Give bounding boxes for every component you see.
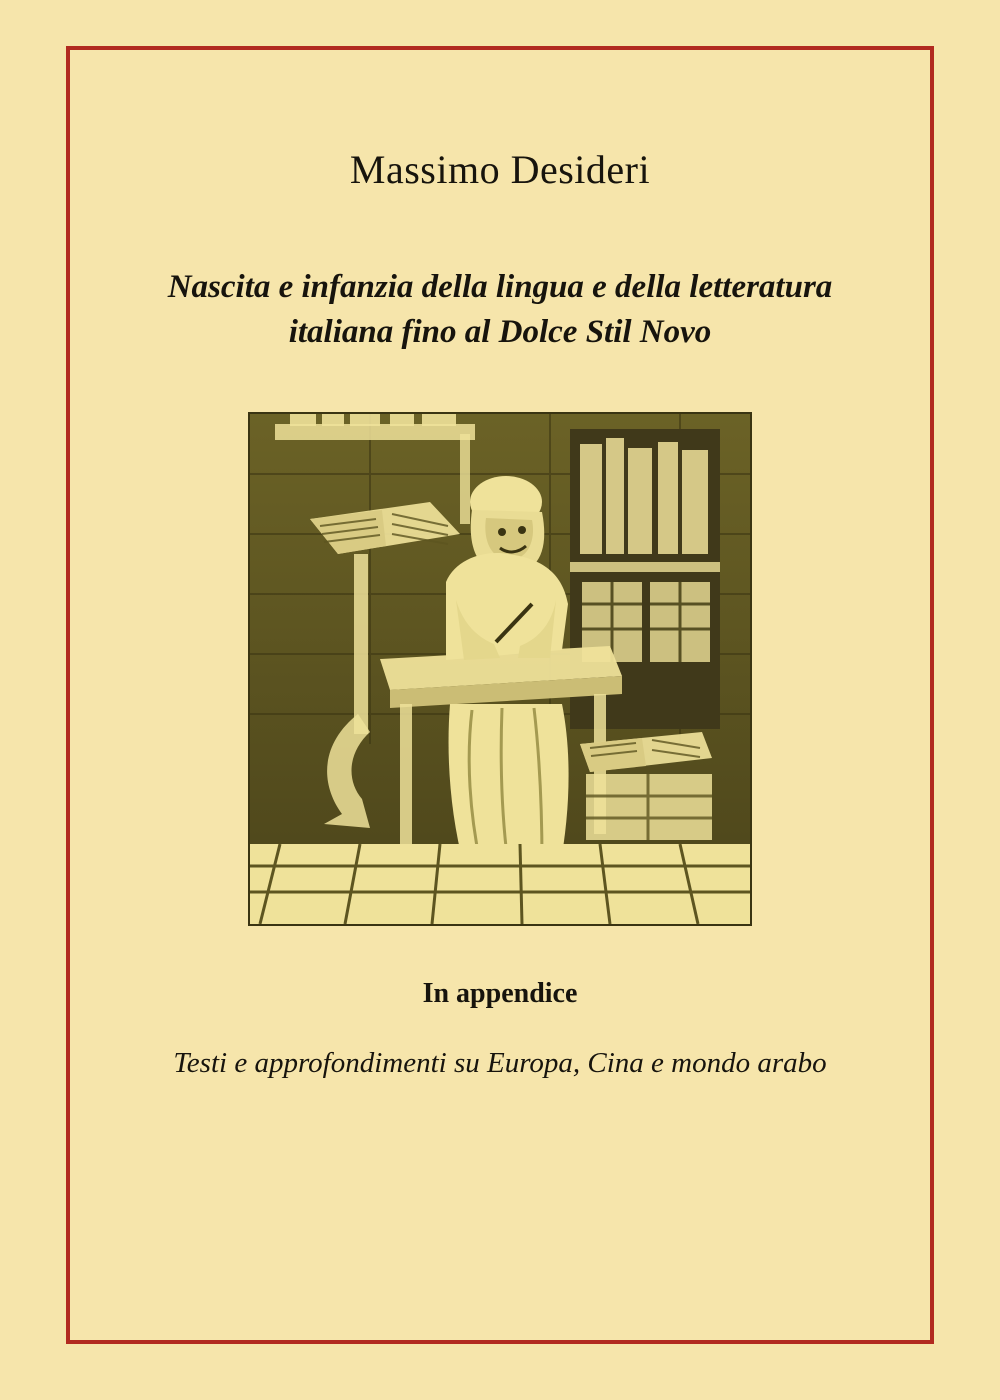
cover-illustration [248, 412, 752, 926]
medieval-scribe-engraving-icon [250, 414, 750, 924]
appendix-label: In appendice [422, 978, 578, 1010]
book-title: Nascita e infanzia della lingua e della letteratura italiana fino al Dolce Stil Novo [167, 269, 833, 350]
cover-content [70, 50, 930, 1340]
author-name: Massimo Desideri [349, 147, 651, 192]
cover-border-frame [66, 46, 934, 1344]
cover-subtitle: Testi e approfondimenti su Europa, Cina e mondo arabo [173, 1047, 827, 1080]
